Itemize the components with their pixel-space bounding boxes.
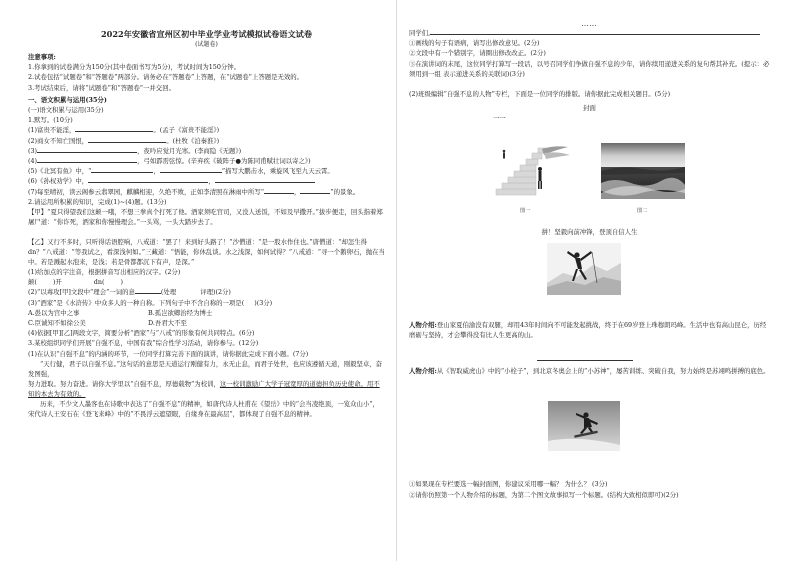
recite-4: (4) ，弓如霹雳弦惊。(辛弃疾《破阵子●为陈同甫赋壮词以寄之》) [28,157,311,166]
recite-1: (1)富贵不能淫， 。(孟子《富贵不能淫》) [28,126,220,135]
option-row-2: C.臣诚知不如徐公美 D.吾君大不至 [28,319,187,328]
question-3: 3.某校组织同学们开展“自强不息，中国有我”综合性学习活动，请你参与。(12分) [28,339,259,348]
question-2-1-blanks: 颠( )开 dn( ) [28,278,123,287]
answer-blank[interactable] [135,287,161,294]
speech-para-1: “天行健，君子以自强不息。”这句话的意思是天道运行刚健有力，永无止息，而君子处世，也应该遵循天道，刚毅坚卓，奋发图强， [28,359,383,379]
answer-blank[interactable] [37,146,137,153]
recite-3: (3) ，夜吟应觉月光寒。(李商隐《无题》) [28,146,242,155]
notes-heading: 注意事项: [28,53,56,61]
right-q-2: ②文段中有一个错别字，请圈出修改改正。(2分) [409,49,546,58]
recite-7: (7)每至晴初，读云阁参云翡翠园，麒麟相迎，久绝不败，正如李清照在淋雨中所写“ ， ”的景象。 [28,187,360,196]
recite-2: (2)商女不知亡国恨， 。(杜牧《泊秦淮》) [28,136,220,145]
person-1-intro: 人物介绍:登山家夏伯渝没有双腿，却用43年时间向不可能发起挑战，终于在69岁登上珠穆朗玛峰。生活中也有高山昆仑，历经磨砺与坚持，才会攀得没有比人生更高的山。 [409,321,767,340]
question-1: 1.默写。(10分) [28,116,73,125]
title-answer-line[interactable] [537,346,633,365]
speech-para-2: 努力进取。努力奋进。请你大学里以“自强不息，厚德载物”为校训，这一校训激励广大学子冠宽厚的道德担负历史使命。用不知的本去为有效的。 [28,379,380,399]
question-2: 2.请运用所积累的知识，完成(1)~(4)题。(13分) [28,197,167,206]
question-2-1: (1)给加点的字注音，根据拼音写出相应的汉字。(2分) [28,268,181,277]
question-2-4: (4)依据[甲][乙]两段文字，简要分析“酒家”与“八戒”的形象有何共同特点。(6分) [28,329,255,338]
figure-2-caption: 图二 [637,208,648,214]
figure-1-stairs-image [482,143,574,199]
page-subtitle: (试题卷) [195,41,218,48]
answer-blank[interactable] [300,187,330,194]
page-title: 2022年安徽省宣州区初中毕业学业考试模拟试卷语文试卷 [100,29,313,39]
final-question-2: ②请你仿照第一个人物介绍的标题，为第二个图文故事拟写一个标题。(结构大致相似即可)(2分) [409,491,679,499]
question-2-3: (3)“酒家”是《水浒传》中众多人的一种自称。下列句子中不含自称的一项是( )(3分) [28,298,273,307]
question-3-1: (1)在认识“自强不息”的内涵的环节，一位同学打算完善下面的演讲，请你据此完成下面小题。(7分) [28,349,309,358]
passage-jia: 【甲】“夏只得望我们这颠一哦，不想三拳真个打死了他。酒家须吃官司，又没人送饭，不如及早撒开。”拔步便走，回头指着郑屠尸道：“你诈死，洒家和你慢慢理会。”一头骂，一头大踏步去了。 [28,208,383,227]
figure-4-snowboarder-image [548,401,620,451]
option-row-1: A.愚以为宫中之事 B.孤岂欲卿治经为博士 [28,308,213,317]
recite-5: (5)《北冥有鱼》中，“ ， ”描写大鹏击水，乘旋风飞至九天云霄。 [28,167,334,176]
figure-1-caption: 图一 [520,208,531,214]
answer-blank[interactable] [91,166,153,173]
person-2-intro: 人物介绍:从《智取威虎山》中的“小栓子”，到北京冬奥会上的“小苏神”，屡苦训练、突破自我，努力始终是苏翊鸣拼搏的底色。 [409,367,770,375]
answer-blank[interactable] [37,156,137,163]
answer-blank[interactable] [75,125,153,132]
continuation-dots: …… [581,20,598,28]
subsection-heading: (一)语文积累与运用(35分) [28,106,104,115]
slogan-text: 拼！坚毅向前冲锋，登顶自信人生 [541,228,638,236]
note-3: 3.考试结束后，请将“试题卷”和“答题卷”一并交回。 [28,83,175,92]
figure-3-climber-image [547,243,621,295]
answer-blank[interactable] [160,166,222,173]
passage-yi: 【乙】又行不多时，只听得话语腔响，八戒道：“罢了！来到好头路了！”沙僧道：“是一股水作住也。”唐僧道：“却怎生得dn？”八戒道：“等我试之，看深浅何如。”三藏道：“悟能，你休乱谈。水之浅深，如何试得？”八戒道：“寻一个鹅卵石，抛在当中。若是溅起水泡来，是浅；若是骨都都沉下有声，是深。” [28,238,385,267]
question-2-2: (2)“以毒攻[甲]文段中“理会”一词的意 (处理 评理)(2分) [28,288,231,297]
final-question-1: ①如果现在专栏要选一幅封面图，你建议采用哪一幅？ 为什么？ (3分) [409,480,608,488]
cover-label: 封面 [583,103,596,112]
note-2: 2.试卷包括“试题卷”和“答题卷”两部分。请务必在“答题卷”上答题，在“试题卷”上答题是无效的。 [28,73,304,82]
answer-blank[interactable] [88,136,166,143]
right-q-1: ①画线的句子有语病，请写出修改意见。(2分) [409,39,540,48]
answer-blank[interactable] [264,187,294,194]
right-q-3: ③在演讲词的末尾，这位同学打算写一段话，以号召同学们争做自强不息的少年，请你续用递进关系的复句帮其补充。(提示：必须用到一组 表示递进关系的关联词)(3分) [409,59,770,78]
answer-blank[interactable] [88,176,208,183]
recite-6: (6)《孙权劝学》中， ， [28,176,385,186]
figure-2-seascape-image [601,143,685,199]
answer-blank[interactable] [215,176,315,183]
speech-para-3: 历来，不少文人墨客也在诗歌中表达了“自强不息”的精神，如唐代诗人杜甫在《望岳》中的“会当凌绝顶，一览众山小”，宋代诗人王安石在《登飞来峰》中的“不畏浮云遮望眼，自缘身在最高层”，都体现了自强不息的精神。 [28,399,379,419]
right-lead: 同学们, [409,28,770,38]
cover-sub: 一一 [493,114,506,123]
answer-blank[interactable] [430,28,760,35]
right-q-4: (2)班级编辑“自强不息的人物”专栏，下面是一位同学的排版。请你据此完成相关题目。(5分) [409,89,671,98]
section-1-heading: 一、语文积累与运用(35分) [28,95,107,104]
note-1: 1.你拿到的试卷满分为150分(其中卷面书写为5分)，考试时间为150分钟。 [28,63,241,72]
